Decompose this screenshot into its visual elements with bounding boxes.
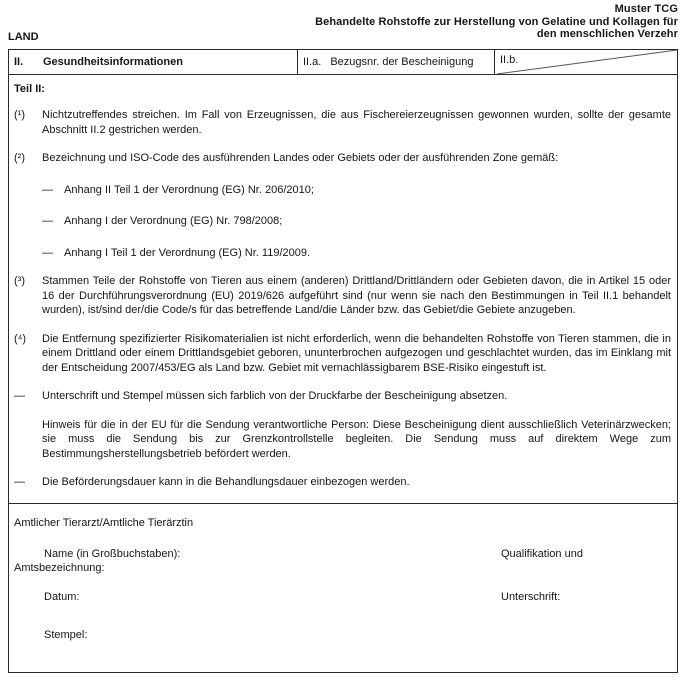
footnote-2-marker: (²) bbox=[14, 152, 25, 164]
footnote-3-text: Stammen Teile der Rohstoffe von Tieren aus einem (anderen) Drittland/Drittländern oder Gebieten davon, die in Artikel 15 oder 16 der Durchführungsverordnung (EU) 2019/626 aufgeführt sind (nur wenn sie nach den Bestimmungen in Teil II.1 behandelt wurden), ist/sind der/die Code/s für das betreffende Land/die Länder bzw. das Gebiet/die Gebiete anzugeben. bbox=[42, 275, 671, 316]
document-header bbox=[8, 0, 678, 49]
official-title-row bbox=[14, 561, 672, 575]
cell-certificate-reference bbox=[298, 50, 495, 74]
footnote-1-marker: (¹) bbox=[14, 109, 25, 121]
name-qualification-row bbox=[14, 547, 672, 561]
transport-duration-note bbox=[14, 475, 672, 490]
empty-marker bbox=[14, 418, 42, 462]
official-veterinarian-box bbox=[8, 503, 678, 673]
stamp-field-label: Stempel: bbox=[44, 629, 88, 641]
model-label: Muster TCG bbox=[614, 3, 678, 15]
dash-marker: — bbox=[42, 246, 53, 259]
dash-marker: — bbox=[42, 215, 53, 227]
eu-responsible-person-note-text: Hinweis für die in der EU für die Sendung verantwortliche Person: Diese Bescheinigung dient ausschließlich Veterinärzwecken; sie muss die Sendung bis zur Grenzkontrollstelle begleiten. Die Sendung muss auf direktem Wege zum Bestimmungsherstellungsbetrieb befördert werden. bbox=[42, 418, 671, 460]
footnote-3-marker: (³) bbox=[14, 275, 25, 287]
regulation-item-2-text: Anhang I der Verordnung (EG) Nr. 798/2008; bbox=[64, 215, 283, 227]
footnote-1-text: Nichtzutreffendes streichen. Im Fall von Erzeugnissen, die aus Fischereierzeugnissen gewonnen wurden, sollte der gesamte Abschnitt II.2 gestrichen werden. bbox=[42, 109, 671, 136]
land-label: LAND bbox=[8, 31, 39, 43]
dash-marker: — bbox=[14, 390, 25, 402]
part-2-notes-box bbox=[8, 74, 678, 504]
regulation-item-3-text: Anhang I Teil 1 der Verordnung (EG) Nr. 119/2009. bbox=[64, 246, 311, 259]
regulation-item-1-text: Anhang II Teil 1 der Verordnung (EG) Nr. 206/2010; bbox=[64, 183, 314, 196]
name-field-label: Name (in Großbuchstaben): bbox=[44, 548, 181, 560]
signature-field-label: Unterschrift: bbox=[501, 591, 561, 603]
qualification-label: Qualifikation und bbox=[501, 548, 583, 560]
footnote-1 bbox=[14, 108, 672, 137]
veterinarian-title: Amtlicher Tierarzt/Amtliche Tierärztin bbox=[14, 517, 194, 529]
cell-IIb bbox=[495, 50, 677, 74]
official-title-label: Amtsbezeichnung: bbox=[14, 562, 105, 574]
transport-duration-note-text: Die Beförderungsdauer kann in die Behandlungsdauer einbezogen werden. bbox=[42, 476, 410, 488]
cell-number-IIa: II.a. bbox=[303, 56, 322, 68]
document-title bbox=[128, 3, 678, 41]
cell-health-information bbox=[9, 50, 298, 74]
eu-responsible-person-note bbox=[14, 418, 672, 462]
diagonal-strike-line bbox=[495, 50, 677, 74]
signature-stamp-note bbox=[14, 389, 672, 404]
cell-number-IIb: II.b. bbox=[500, 54, 519, 66]
dash-marker: — bbox=[42, 183, 53, 196]
signature-stamp-note-text: Unterschrift und Stempel müssen sich farblich von der Druckfarbe der Bescheinigung absetzen. bbox=[42, 390, 508, 402]
date-signature-row bbox=[14, 590, 672, 604]
footnote-2 bbox=[14, 151, 672, 166]
title-line-3: den menschlichen Verzehr bbox=[536, 28, 678, 40]
footnote-4-text: Die Entfernung spezifizierter Risikomaterialien ist nicht erforderlich, wenn die behandelten Rohstoffe von Tieren stammen, die in einem Drittland oder einem Drittlandsgebiet geboren, ununterbrochen aufgezogen und geschlachtet wurden, das im Einklang mit der Entscheidung 2007/453/EG als Land bzw. Gebiet mit vernachlässigbarem BSE-Risiko eingestuft ist. bbox=[42, 332, 671, 374]
footnote-2-text: Bezeichnung und ISO-Code des ausführenden Landes oder Gebiets oder der ausführenden Zone gemäß: bbox=[42, 152, 559, 164]
cell-label-certificate-reference: Bezugsnr. der Bescheinigung bbox=[330, 56, 474, 68]
regulation-item-3 bbox=[14, 246, 672, 261]
certificate-header-row bbox=[8, 49, 678, 75]
footnote-4-marker: (⁴) bbox=[14, 332, 27, 345]
title-line-2: Behandelte Rohstoffe zur Herstellung von Gelatine und Kollagen für bbox=[315, 15, 678, 28]
cell-number-II: II. bbox=[14, 56, 24, 68]
dash-marker: — bbox=[14, 476, 25, 488]
footnote-4 bbox=[14, 332, 672, 376]
cell-label-health-information: Gesundheitsinformationen bbox=[43, 56, 183, 68]
regulation-item-1 bbox=[14, 183, 672, 198]
part-2-heading: Teil II: bbox=[14, 83, 45, 95]
regulation-item-2 bbox=[14, 214, 672, 229]
date-field-label: Datum: bbox=[44, 591, 80, 603]
stamp-row bbox=[14, 628, 672, 642]
footnote-3 bbox=[14, 274, 672, 318]
